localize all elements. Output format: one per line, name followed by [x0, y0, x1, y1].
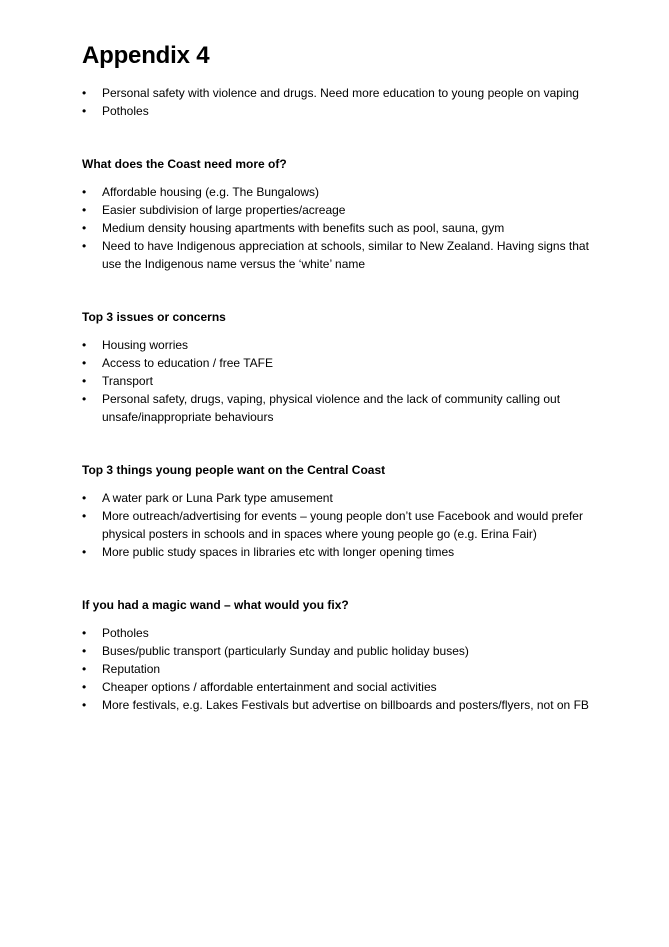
- bullet-icon: •: [82, 626, 87, 640]
- bullet-icon: •: [82, 104, 87, 118]
- bullet-icon: •: [82, 644, 87, 658]
- list-item: [82, 642, 589, 660]
- list-item: [82, 336, 589, 354]
- list-item-text: Transport: [102, 374, 153, 388]
- list-item: [82, 237, 589, 273]
- list-item: [82, 219, 589, 237]
- list-item: [82, 372, 589, 390]
- section-coast-needs: [82, 155, 589, 273]
- page-title: Appendix 4: [82, 42, 210, 69]
- bullet-icon: •: [82, 545, 87, 559]
- bullet-icon: •: [82, 680, 87, 694]
- list-item-text: Potholes: [102, 626, 149, 640]
- list-item: [82, 183, 589, 201]
- list-item-text: Potholes: [102, 104, 149, 118]
- list-item: [82, 102, 589, 120]
- intro-list: [82, 84, 589, 120]
- list-item: [82, 696, 589, 714]
- section-list: [82, 489, 589, 561]
- bullet-icon: •: [82, 86, 87, 100]
- section-top-issues: [82, 308, 589, 426]
- bullet-icon: •: [82, 338, 87, 352]
- list-item-text: Need to have Indigenous appreciation at schools, similar to New Zealand. Having signs that use the Indigenous name versus the ‘white’ name: [102, 239, 589, 271]
- list-item: [82, 660, 589, 678]
- section-young-people-wants: [82, 461, 589, 561]
- list-item-text: Personal safety with violence and drugs. Need more education to young people on vaping: [102, 86, 579, 100]
- list-item: [82, 507, 589, 543]
- bullet-icon: •: [82, 239, 87, 253]
- bullet-icon: •: [82, 203, 87, 217]
- section-list: [82, 183, 589, 273]
- bullet-icon: •: [82, 509, 87, 523]
- list-item-text: Medium density housing apartments with benefits such as pool, sauna, gym: [102, 221, 505, 235]
- list-item-text: A water park or Luna Park type amusement: [102, 491, 333, 505]
- list-item: [82, 354, 589, 372]
- section-heading: Top 3 things young people want on the Central Coast: [82, 463, 386, 477]
- section-list: [82, 624, 589, 714]
- section-heading: If you had a magic wand – what would you fix?: [82, 598, 349, 612]
- list-item: [82, 201, 589, 219]
- section-heading: Top 3 issues or concerns: [82, 310, 226, 324]
- list-item-text: More public study spaces in libraries etc with longer opening times: [102, 545, 455, 559]
- list-item: [82, 390, 589, 426]
- list-item-text: Affordable housing (e.g. The Bungalows): [102, 185, 320, 199]
- bullet-icon: •: [82, 374, 87, 388]
- list-item: [82, 624, 589, 642]
- list-item-text: Access to education / free TAFE: [102, 356, 273, 370]
- bullet-icon: •: [82, 662, 87, 676]
- list-item-text: Buses/public transport (particularly Sunday and public holiday buses): [102, 644, 469, 658]
- section-magic-wand: [82, 596, 589, 714]
- bullet-icon: •: [82, 392, 87, 406]
- bullet-icon: •: [82, 221, 87, 235]
- bullet-icon: •: [82, 698, 87, 712]
- bullet-icon: •: [82, 356, 87, 370]
- section-list: [82, 336, 589, 426]
- list-item-text: Easier subdivision of large properties/acreage: [102, 203, 346, 217]
- bullet-icon: •: [82, 491, 87, 505]
- bullet-icon: •: [82, 185, 87, 199]
- section-heading: What does the Coast need more of?: [82, 157, 287, 171]
- list-item: [82, 84, 589, 102]
- list-item-text: More outreach/advertising for events – young people don’t use Facebook and would prefer physical posters in schools and in spaces where young people go (e.g. Erina Fair): [102, 509, 583, 541]
- list-item: [82, 678, 589, 696]
- list-item-text: Housing worries: [102, 338, 189, 352]
- list-item-text: Personal safety, drugs, vaping, physical violence and the lack of community calling out unsafe/inappropriate behaviours: [102, 392, 561, 424]
- list-item-text: More festivals, e.g. Lakes Festivals but advertise on billboards and posters/flyers, not on FB: [102, 698, 589, 712]
- list-item: [82, 543, 589, 561]
- list-item: [82, 489, 589, 507]
- list-item-text: Reputation: [102, 662, 161, 676]
- list-item-text: Cheaper options / affordable entertainment and social activities: [102, 680, 437, 694]
